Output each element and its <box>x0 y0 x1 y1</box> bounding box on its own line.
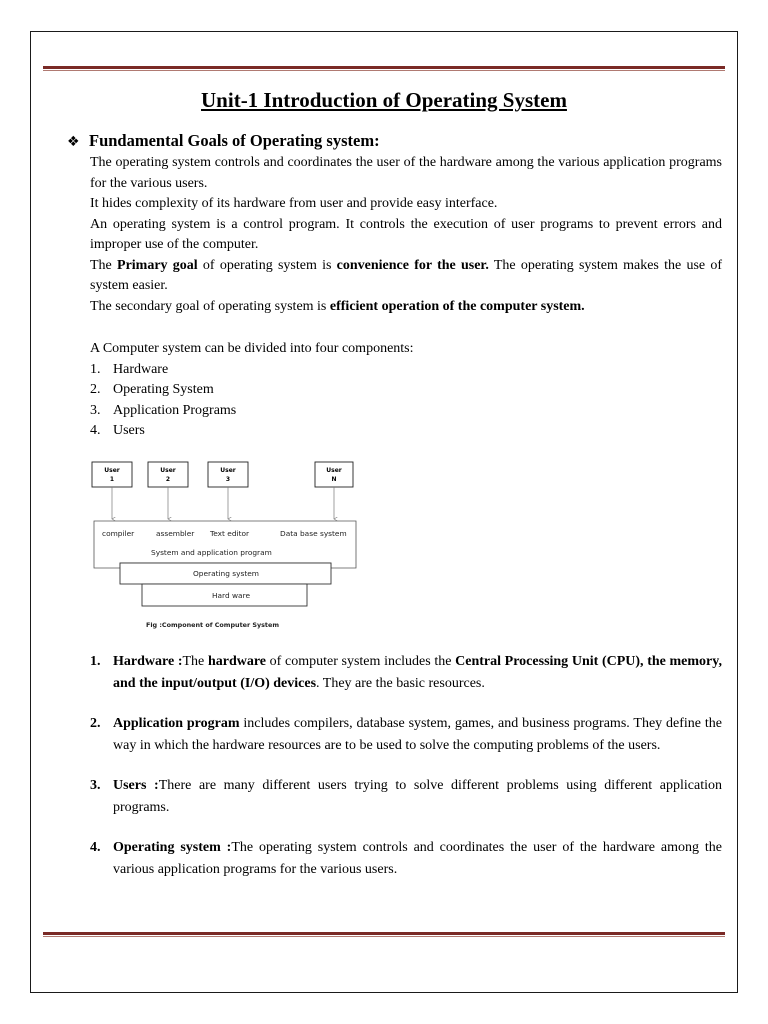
detail-item-operating-system: 4. Operating system :The operating system controls and coordinates the user of the hardware among the various application programs for the various users. <box>90 840 722 877</box>
components-lead: A Computer system can be divided into four components: <box>90 341 414 356</box>
section-heading <box>67 131 380 151</box>
program-label: compiler <box>102 529 135 538</box>
operating-system-label: Operating system <box>192 569 260 578</box>
figure-caption: Fig :Component of Computer System <box>146 621 279 629</box>
footer-rule <box>43 932 725 937</box>
svg-text:N: N <box>331 476 337 483</box>
detail-item-application-program: 2. Application program includes compilers, database system, games, and business programs. They define the way in which the hardware resources are to be used to solve the computing problems of the users. <box>90 716 722 753</box>
intro-paragraph-4: The Primary goal of operating system is convenience for the user. The operating system makes the use of system easier. <box>90 257 723 293</box>
detail-item-users: 3. Users :There are many different users trying to solve different problems using different application programs. <box>90 778 722 815</box>
header-rule <box>43 66 725 71</box>
user-box-n <box>315 462 353 487</box>
program-label: Text editor <box>210 529 250 538</box>
svg-text:User: User <box>220 467 236 474</box>
intro-paragraph-1: The operating system controls and coordinates the user of the hardware among the various application programs for the various users. <box>90 155 722 191</box>
page-title: Unit-1 Introduction of Operating System <box>201 88 567 112</box>
svg-text:User: User <box>326 467 342 474</box>
component-diagram <box>86 455 366 635</box>
svg-text:3: 3 <box>225 476 231 483</box>
program-label: Data base system <box>280 529 347 538</box>
diamond-bullet-icon: ❖ <box>67 134 80 150</box>
user-box-2 <box>148 462 188 487</box>
section-heading-text: Fundamental Goals of Operating system: <box>89 131 380 150</box>
intro-paragraph-3: An operating system is a control program. It controls the execution of user programs to prevent errors and improper use of the computer. <box>90 216 722 252</box>
components-list <box>90 360 722 442</box>
secondary-goal-value: efficient operation of the computer system. <box>329 298 585 314</box>
program-label: assembler <box>156 529 195 538</box>
list-item: 4. Users <box>90 423 145 438</box>
list-item: 1. Hardware <box>90 361 169 377</box>
detail-item-hardware: 1. Hardware :The hardware of computer system includes the Central Processing Unit (CPU), the memory, and the input/output (I/O) devices. They are the basic resources. <box>90 654 723 691</box>
intro-paragraph-2: It hides complexity of its hardware from user and provide easy interface. <box>90 196 498 211</box>
components-section <box>90 339 722 442</box>
user-arrows <box>112 487 334 519</box>
component-details <box>90 651 722 899</box>
user-box-1 <box>92 462 132 487</box>
list-item: 3. Application Programs <box>90 402 237 418</box>
primary-goal-term: Primary goal <box>117 257 198 273</box>
primary-goal-value: convenience for the user. <box>336 257 489 273</box>
hardware-label: Hard ware <box>211 591 251 600</box>
svg-text:1: 1 <box>109 476 115 483</box>
system-application-label: System and application program <box>151 548 272 557</box>
user-box-3 <box>208 462 248 487</box>
svg-text:User: User <box>104 467 120 474</box>
svg-text:User: User <box>160 467 176 474</box>
intro-paragraph-5: The secondary goal of operating system is efficient operation of the computer system. <box>90 298 585 314</box>
svg-text:2: 2 <box>165 476 171 483</box>
intro-text <box>90 153 722 317</box>
list-item: 2. Operating System <box>90 382 214 397</box>
